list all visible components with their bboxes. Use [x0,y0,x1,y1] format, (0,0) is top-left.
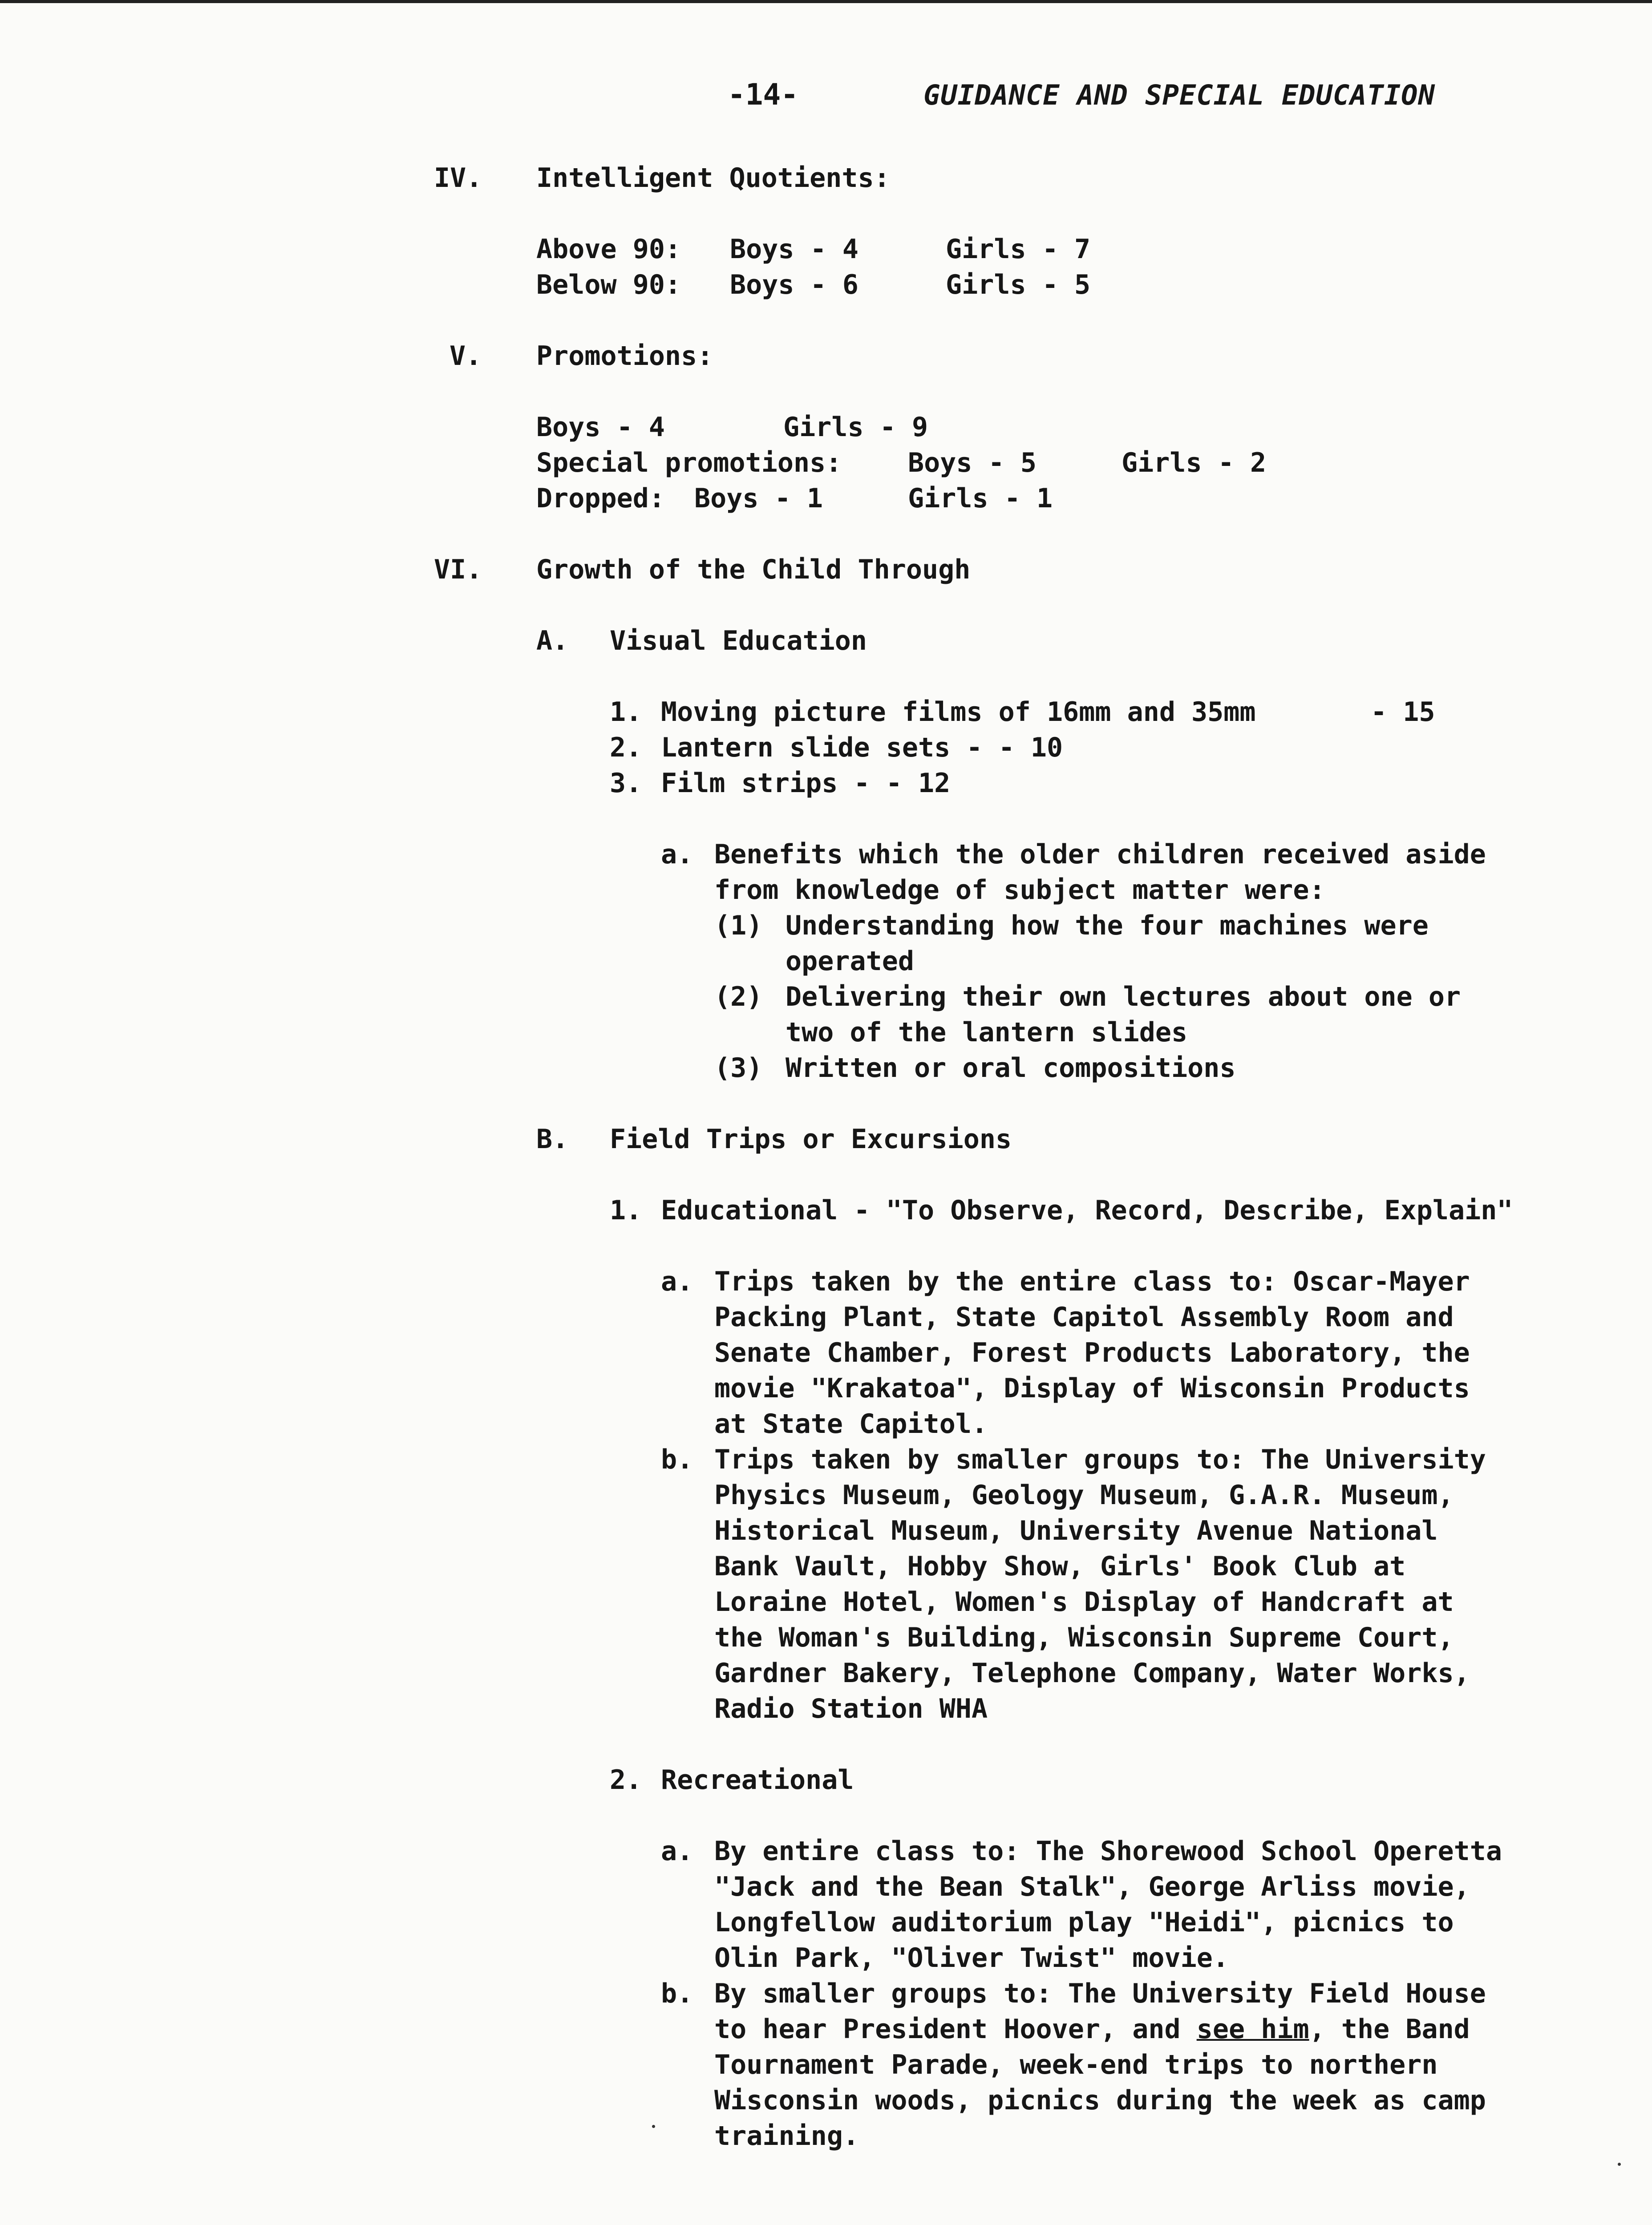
iq-below-girls: Girls - 5 [946,269,1091,300]
visual-item-text: Lantern slide sets - - 10 [661,732,1063,763]
benefits-letter: a. [661,839,693,870]
page-header-title: GUIDANCE AND SPECIAL EDUCATION [923,79,1435,111]
section-iv-title: Intelligent Quotients: [536,162,890,194]
educational-b-letter: b. [661,1444,693,1475]
visual-item-text: Moving picture films of 16mm and 35mm [661,696,1256,728]
visual-item-number: 2. [610,732,642,763]
section-iv-numeral: IV. [434,162,482,194]
visual-item-number: 1. [610,696,642,728]
educational-title: Educational - "To Observe, Record, Describe, Explain" [661,1195,1513,1226]
recreational-b-letter: b. [661,1978,693,2009]
educational-a-line: Senate Chamber, Forest Products Laboratory, the [714,1337,1470,1368]
visual-item-count: - 15 [1371,696,1435,728]
iq-above-boys: Boys - 4 [730,234,858,265]
special-promotions-boys: Boys - 5 [908,447,1037,478]
benefit-point-number: (2) [714,981,763,1012]
benefit-point-line: Delivering their own lectures about one or [786,981,1461,1012]
benefit-point-line: Written or oral compositions [786,1052,1236,1084]
promotions-girls: Girls - 9 [783,412,928,443]
recreational-b-line: By smaller groups to: The University Field House [714,1978,1486,2009]
dropped-label: Dropped: [536,483,665,514]
recreational-b-text: , the Band [1309,2014,1470,2045]
recreational-a-line: By entire class to: The Shorewood School Operetta [714,1836,1502,1867]
educational-b-line: Radio Station WHA [714,1693,988,1724]
educational-a-line: at State Capitol. [714,1408,988,1440]
visual-item-text: Film strips - - 12 [661,768,951,799]
educational-b-line: Bank Vault, Hobby Show, Girls' Book Club at [714,1551,1406,1582]
section-v-title: Promotions: [536,340,713,372]
educational-a-line: Packing Plant, State Capitol Assembly Room and [714,1302,1454,1333]
section-v-numeral: V. [449,340,482,372]
recreational-b-line: Wisconsin woods, picnics during the week as camp [714,2085,1486,2116]
benefits-line: from knowledge of subject matter were: [714,874,1325,906]
recreational-b-text: to hear President Hoover, and [714,2014,1197,2045]
recreational-a-line: "Jack and the Bean Stalk", George Arliss movie, [714,1871,1470,1902]
benefit-point-line: operated [786,946,914,977]
benefit-point-number: (1) [714,910,763,941]
page-number: -14- [728,77,798,112]
iq-above-label: Above 90: [536,234,681,265]
section-vi-title: Growth of the Child Through [536,554,971,585]
educational-b-line: Gardner Bakery, Telephone Company, Water Works, [714,1658,1470,1689]
educational-a-line: movie "Krakatoa", Display of Wisconsin Products [714,1373,1470,1404]
recreational-a-line: Longfellow auditorium play "Heidi", picnics to [714,1907,1454,1938]
educational-b-line: the Woman's Building, Wisconsin Supreme Court, [714,1622,1454,1653]
educational-a-line: Trips taken by the entire class to: Oscar-Mayer [714,1266,1470,1297]
recreational-b-line: Tournament Parade, week-end trips to northern [714,2049,1438,2080]
special-promotions-girls: Girls - 2 [1122,447,1267,478]
recreational-b-line [714,2016,1470,2043]
recreational-a-letter: a. [661,1836,693,1867]
underlined-phrase: see him [1196,2014,1309,2045]
recreational-number: 2. [610,1764,642,1796]
scan-speck [1618,2163,1621,2166]
scan-speck [652,2125,655,2128]
educational-number: 1. [610,1195,642,1226]
recreational-a-line: Olin Park, "Oliver Twist" movie. [714,1942,1229,1974]
dropped-girls: Girls - 1 [908,483,1053,514]
educational-a-letter: a. [661,1266,693,1297]
subsection-a-letter: A. [536,625,569,656]
iq-below-boys: Boys - 6 [730,269,858,300]
promotions-boys: Boys - 4 [536,412,665,443]
visual-item-number: 3. [610,768,642,799]
educational-b-line: Loraine Hotel, Women's Display of Handcraft at [714,1586,1454,1618]
subsection-b-letter: B. [536,1124,569,1155]
scan-top-edge [0,0,1652,3]
educational-b-line: Trips taken by smaller groups to: The University [714,1444,1486,1475]
special-promotions-label: Special promotions: [536,447,842,478]
iq-above-girls: Girls - 7 [946,234,1091,265]
iq-below-label: Below 90: [536,269,681,300]
benefit-point-line: two of the lantern slides [786,1017,1188,1048]
recreational-b-line: training. [714,2120,859,2152]
dropped-boys: Boys - 1 [694,483,823,514]
benefit-point-line: Understanding how the four machines were [786,910,1429,941]
subsection-b-title: Field Trips or Excursions [610,1124,1012,1155]
benefits-line: Benefits which the older children received aside [714,839,1486,870]
educational-b-line: Historical Museum, University Avenue National [714,1515,1438,1546]
recreational-title: Recreational [661,1764,854,1796]
subsection-a-title: Visual Education [610,625,867,656]
benefit-point-number: (3) [714,1052,763,1084]
educational-b-line: Physics Museum, Geology Museum, G.A.R. Museum, [714,1480,1454,1511]
section-vi-numeral: VI. [434,554,482,585]
